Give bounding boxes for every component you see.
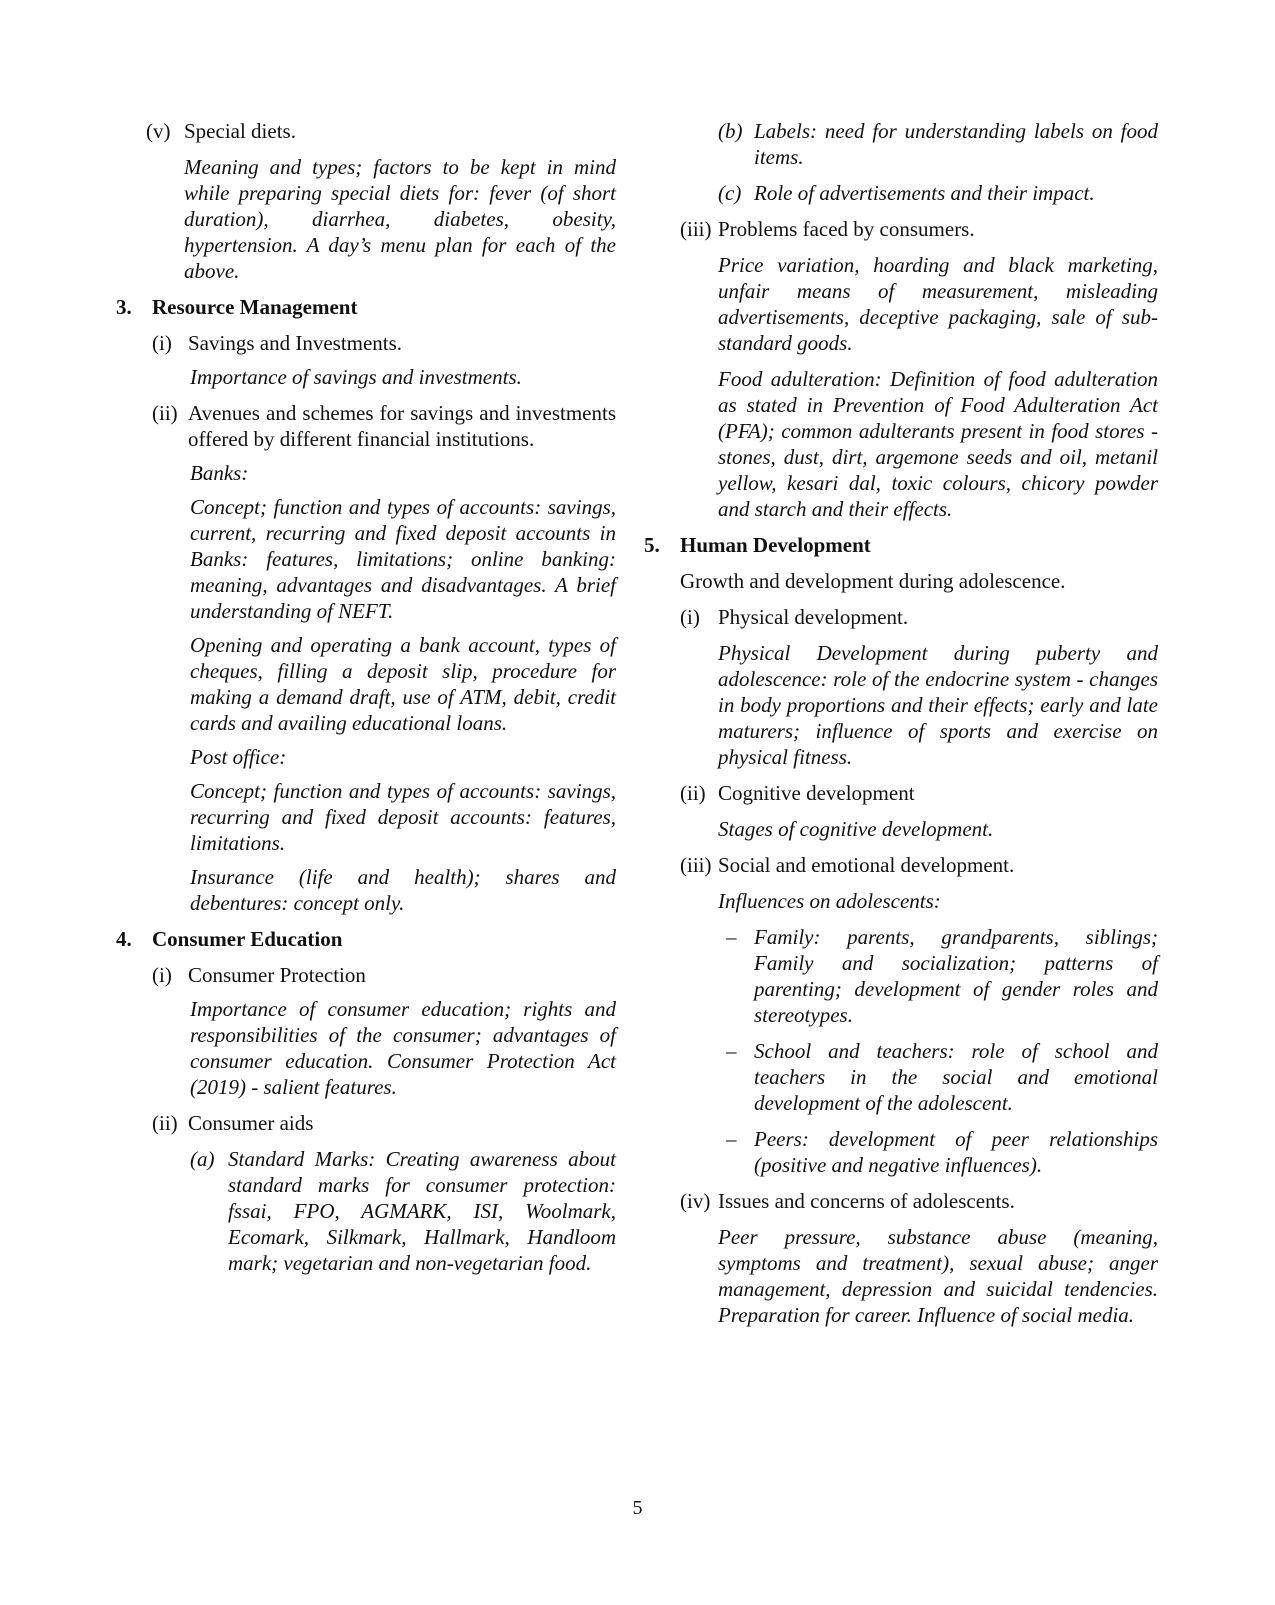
item-description: Peer pressure, substance abuse (meaning, symptoms and treatment), sexual abuse; anger management, depression and suicidal tendencies. Preparation for career. Influence of social media. (718, 1225, 1158, 1327)
item-savings-investments (116, 330, 616, 356)
section-number: 4. (116, 927, 132, 951)
item-description: Meaning and types; factors to be kept in mind while preparing special diets for: fever (of short duration), diarrhea, diabetes, obesity, hypertension. A day’s menu plan for each of the above. (184, 155, 616, 283)
item-title: Cognitive development (718, 781, 915, 805)
item-description: Importance of savings and investments. (190, 365, 522, 389)
item-number: (ii) (680, 781, 706, 805)
item-number: (i) (152, 963, 172, 987)
item-number: (iii) (680, 217, 712, 241)
item-number: (ii) (152, 401, 178, 425)
item-title: Avenues and schemes for savings and investments offered by different financial institutions. (188, 401, 616, 451)
item-title: Special diets. (184, 119, 296, 143)
item-description: Standard Marks: Creating awareness about standard marks for consumer protection: fssai, FPO, AGMARK, ISI, Woolmark, Ecomark, Silkmark, Hallmark, Handloom mark; vegetarian and non-vegetarian food. (228, 1147, 616, 1275)
insurance-description: Insurance (life and health); shares and debentures: concept only. (190, 865, 616, 915)
item-title: Issues and concerns of adolescents. (718, 1189, 1015, 1213)
list-item-school (660, 1038, 1158, 1116)
item-number: (ii) (152, 1111, 178, 1135)
item-description: Labels: need for understanding labels on food items. (754, 119, 1158, 169)
item-title: Physical development. (718, 605, 909, 629)
right-column (644, 118, 1158, 1338)
item-number: (i) (152, 331, 172, 355)
item-letter: (a) (190, 1147, 215, 1171)
section-number: 3. (116, 295, 132, 319)
item-description: Importance of consumer education; rights and responsibilities of the consumer; advantages of consumer education. Consumer Protection Act (2019) - salient features. (190, 997, 616, 1099)
item-avenues-schemes (116, 400, 616, 452)
item-advertisements (660, 180, 1158, 206)
item-letter: (c) (718, 181, 742, 205)
section-heading-resource-management (116, 294, 616, 320)
dash-bullet: – (726, 1127, 737, 1151)
item-description: Role of advertisements and their impact. (754, 181, 1095, 205)
list-item-text: School and teachers: role of school and teachers in the social and emotional development of the adolescent. (754, 1039, 1158, 1115)
item-number: (iii) (680, 853, 712, 877)
item-number: (i) (680, 605, 700, 629)
item-number: (iv) (680, 1189, 711, 1213)
item-cognitive-development (660, 780, 1158, 806)
item-title: Problems faced by consumers. (718, 217, 975, 241)
item-consumer-protection (116, 962, 616, 988)
item-standard-marks (116, 1146, 616, 1276)
item-description: Stages of cognitive development. (718, 817, 994, 841)
item-problems-consumers (660, 216, 1158, 242)
item-physical-development (660, 604, 1158, 630)
post-office-description: Concept; function and types of accounts: savings, recurring and fixed deposit accounts: features, limitations. (190, 779, 616, 855)
list-item-peers (660, 1126, 1158, 1178)
page-number: 5 (632, 1497, 643, 1519)
item-title: Consumer aids (188, 1111, 314, 1135)
influences-label: Influences on adolescents: (718, 889, 941, 913)
section-title: Human Development (680, 533, 871, 557)
problems-description: Price variation, hoarding and black marketing, unfair means of measurement, misleading advertisements, deceptive packaging, sale of sub-standard goods. (718, 253, 1158, 355)
item-description: Physical Development during puberty and adolescence: role of the endocrine system - changes in body proportions and their effects; early and late maturers; influence of sports and exercise on physical fitness. (718, 641, 1158, 769)
section-intro: Growth and development during adolescence. (680, 569, 1066, 593)
item-social-emotional-development (660, 852, 1158, 878)
list-item-text: Peers: development of peer relationships (positive and negative influences). (754, 1127, 1158, 1177)
item-letter: (b) (718, 119, 743, 143)
item-title: Social and emotional development. (718, 853, 1015, 877)
list-item-family (660, 924, 1158, 1028)
section-number: 5. (644, 533, 660, 557)
list-item-text: Family: parents, grandparents, siblings; Family and socialization; patterns of parenting; development of gender roles and stereotypes. (754, 925, 1158, 1027)
section-heading-human-development (644, 532, 1158, 558)
section-title: Consumer Education (152, 927, 343, 951)
banks-label: Banks: (190, 461, 249, 485)
post-office-label: Post office: (190, 745, 287, 769)
item-number: (v) (146, 119, 171, 143)
left-column (116, 118, 616, 1286)
dash-bullet: – (726, 925, 737, 949)
item-v-special-diets (116, 118, 616, 144)
food-adulteration-description: Food adulteration: Definition of food adulteration as stated in Prevention of Food Adulteration Act (PFA); common adulterants present in food stores - stones, dust, dirt, argemone seeds and oil, metanil yellow, kesari dal, toxic colours, chicory powder and starch and their effects. (718, 367, 1158, 521)
item-title: Consumer Protection (188, 963, 366, 987)
item-issues-concerns (660, 1188, 1158, 1214)
section-heading-consumer-education (116, 926, 616, 952)
banks-description-1: Concept; function and types of accounts: savings, current, recurring and fixed deposit accounts in Banks: features, limitations; online banking: meaning, advantages and disadvantages. A brief understanding of NEFT. (190, 495, 616, 623)
item-title: Savings and Investments. (188, 331, 403, 355)
dash-bullet: – (726, 1039, 737, 1063)
item-labels (660, 118, 1158, 170)
banks-description-2: Opening and operating a bank account, types of cheques, filling a deposit slip, procedure for making a demand draft, use of ATM, debit, credit cards and availing educational loans. (190, 633, 616, 735)
item-consumer-aids (116, 1110, 616, 1136)
section-title: Resource Management (152, 295, 358, 319)
